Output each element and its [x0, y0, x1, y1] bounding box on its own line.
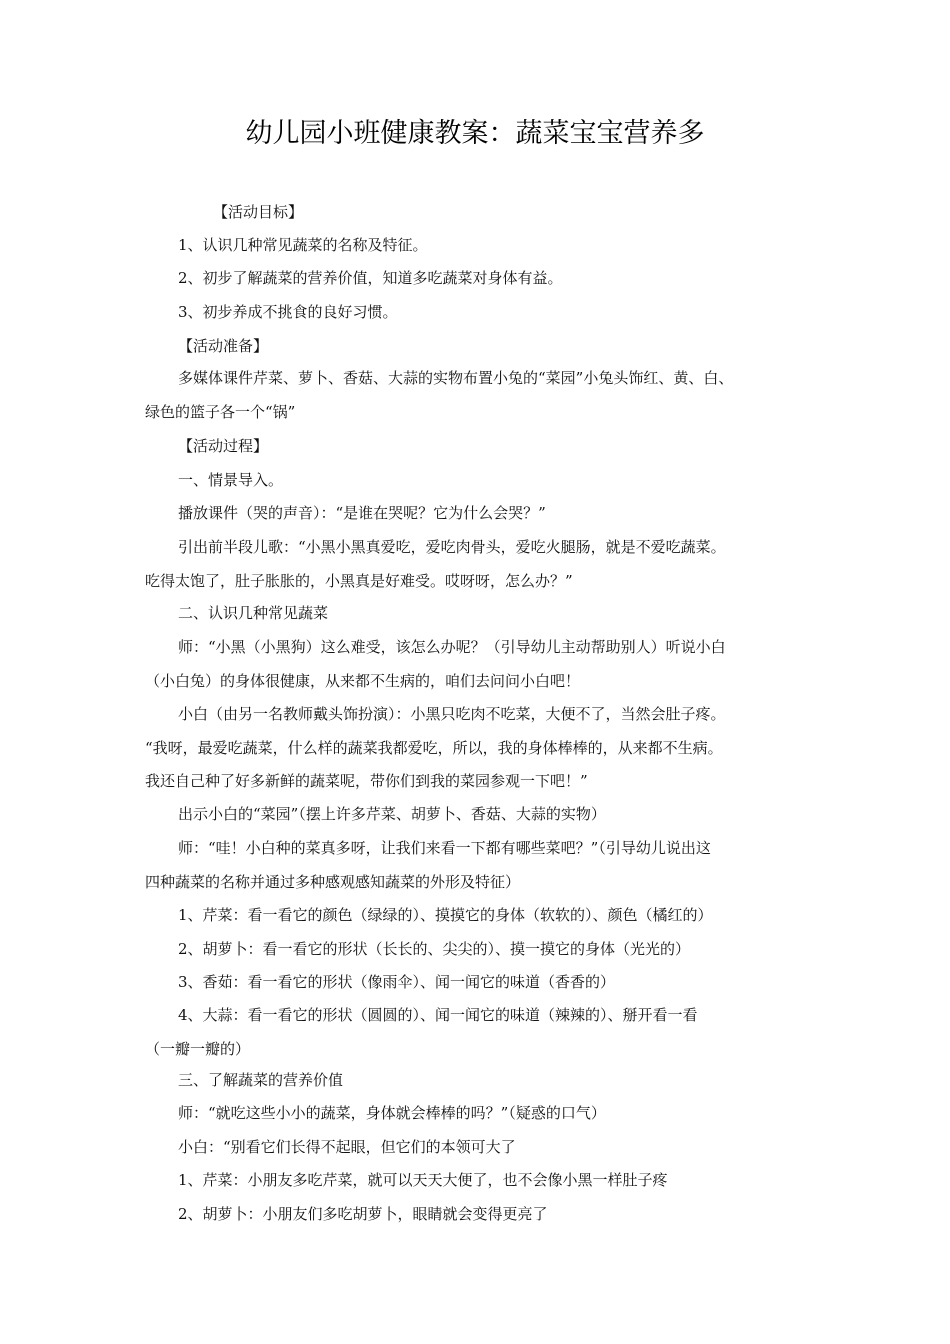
paragraph-line: 1、认识几种常见蔬菜的名称及特征。	[178, 236, 428, 254]
paragraph-line: 多媒体课件芹菜、萝卜、香菇、大蒜的实物布置小兔的“菜园”小兔头饰红、黄、白、	[178, 369, 734, 387]
paragraph-line: 一、情景导入。	[178, 471, 284, 489]
paragraph-line: 2、胡萝卜：小朋友们多吃胡萝卜，眼睛就会变得更亮了	[178, 1205, 548, 1223]
paragraph-line: 2、初步了解蔬菜的营养价值，知道多吃蔬菜对身体有益。	[178, 269, 563, 287]
paragraph-line: 小白：“别看它们长得不起眼，但它们的本领可大了	[178, 1138, 516, 1156]
paragraph-continuation-line: （小白兔）的身体很健康，从来都不生病的，咱们去问问小白吧！	[145, 671, 581, 690]
paragraph-line: 3、初步养成不挑食的良好习惯。	[178, 303, 398, 321]
document-title: 幼儿园小班健康教案：蔬菜宝宝营养多	[245, 118, 705, 149]
paragraph-continuation-line: 吃得太饱了，肚子胀胀的，小黑真是好难受。哎呀呀，怎么办？”	[145, 571, 573, 590]
paragraph-line: 师：“小黑（小黑狗）这么难受，该怎么办呢？（引导幼儿主动帮助别人）听说小白	[178, 638, 726, 656]
paragraph-line: 3、香茹：看一看它的形状（像雨伞）、闻一闻它的味道（香香的）	[178, 973, 616, 991]
paragraph-line: 1、芹菜：小朋友多吃芹菜，就可以天天大便了，也不会像小黑一样肚子疼	[178, 1171, 668, 1189]
paragraph-line: 【活动目标】	[213, 203, 304, 221]
paragraph-line: 【活动过程】	[178, 437, 269, 455]
paragraph-line: 师：“哇！小白种的菜真多呀，让我们来看一下都有哪些菜吧？”（引导幼儿说出这	[178, 839, 711, 857]
paragraph-line: 【活动准备】	[178, 337, 269, 355]
paragraph-continuation-line: 绿色的篮子各一个“锅”	[145, 402, 296, 421]
paragraph-line: 2、胡萝卜：看一看它的形状（长长的、尖尖的）、摸一摸它的身体（光光的）	[178, 940, 691, 958]
paragraph-line: 引出前半段儿歌：“小黑小黑真爱吃，爱吃肉骨头，爱吃火腿肠，就是不爱吃蔬菜。	[178, 538, 726, 556]
paragraph-line: 播放课件（哭的声音）：“是谁在哭呢？它为什么会哭？”	[178, 504, 546, 522]
paragraph-line: 4、大蒜：看一看它的形状（圆圆的）、闻一闻它的味道（辣辣的）、掰开看一看	[178, 1006, 698, 1024]
paragraph-continuation-line: （一瓣一瓣的）	[145, 1039, 251, 1058]
paragraph-continuation-line: 四种蔬菜的名称并通过多种感观感知蔬菜的外形及特征）	[145, 872, 521, 891]
paragraph-continuation-line: 我还自己种了好多新鲜的蔬菜呢，带你们到我的菜园参观一下吧！”	[145, 772, 588, 790]
paragraph-continuation-line: “我呀，最爱吃蔬菜，什么样的蔬菜我都爱吃，所以，我的身体棒棒的，从来都不生病。	[145, 738, 723, 757]
paragraph-line: 1、芹菜：看一看它的颜色（绿绿的）、摸摸它的身体（软软的）、颜色（橘红的）	[178, 906, 713, 924]
paragraph-line: 二、认识几种常见蔬菜	[178, 604, 329, 622]
paragraph-line: 师：“就吃这些小小的蔬菜，身体就会棒棒的吗？”（疑惑的口气）	[178, 1104, 606, 1122]
paragraph-line: 小白（由另一名教师戴头饰扮演）：小黑只吃肉不吃菜，大便不了，当然会肚子疼。	[178, 705, 726, 723]
paragraph-line: 出示小白的“菜园”（摆上许多芹菜、胡萝卜、香菇、大蒜的实物）	[178, 805, 606, 823]
paragraph-line: 三、了解蔬菜的营养价值	[178, 1071, 344, 1089]
